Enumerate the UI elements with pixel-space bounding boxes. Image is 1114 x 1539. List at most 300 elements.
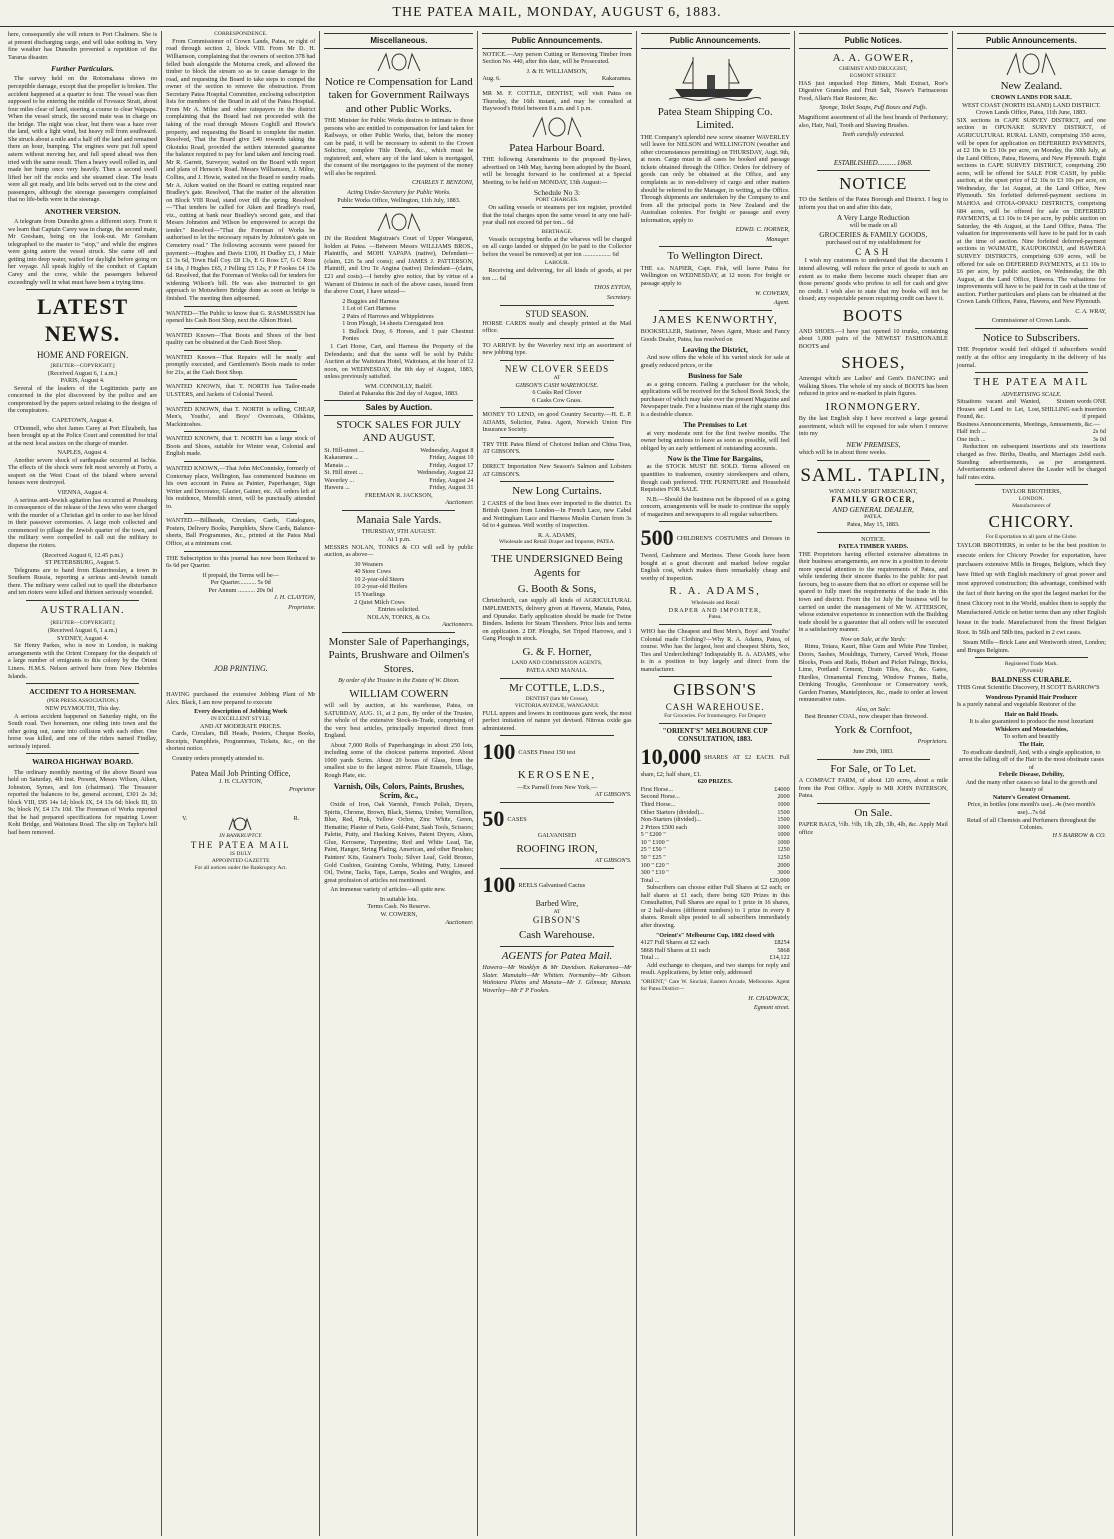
divider: [500, 459, 613, 460]
who-advert: WHO has the Cheapest and Best Men's, Boys' and Youths' Colonial made Clothing?—Why R. A. Adams, Patea, of course. Who has the largest, best and cheapest Shirts, Sox, Ties and Underclothing? Indisputably R. A. ADAMS, who is in a position to buy largely and direct from the manufacturer.: [640, 627, 790, 673]
port-charges-text: On sailing vessels or steamers per ton register, provided that the total charges upon the same vessel in any one half-year shall not exceed 6d per ton... 6d: [482, 204, 632, 227]
stock-sale-value: Wednesday, August 22: [417, 469, 474, 477]
crest-icon: [374, 211, 424, 233]
wondrous-title: Wondrous Pyramid Hair Producer: [985, 693, 1078, 701]
divider: [500, 407, 613, 408]
wire-advert: [482, 872, 631, 899]
prize-row: [641, 801, 790, 809]
wellington-signature: W. COWERN,: [755, 289, 790, 297]
divider: [342, 207, 455, 208]
job-country: Country orders promptly attended to.: [172, 755, 265, 762]
correspondence-heading: CORRESPONDENCE.: [214, 31, 268, 37]
wanted-ad: WANTED Known—That Boots and Shoes of the best quality can be obtained at the Cash Boot Shop.: [166, 331, 316, 347]
australian-heading: AUSTRALIAN.: [40, 603, 125, 616]
manaia-item: 15 Yearlings: [354, 590, 386, 598]
intro-paragraph: here, consequently she will return to Port Chalmers. She is at present discharging cargo, and will take nothing in. Very fine weather has Dunedin prevented a repetition of the Tararua disaster.: [8, 31, 158, 61]
home-foreign-heading: HOME AND FOREIGN.: [36, 349, 129, 360]
williamson-place: Kakaramea.: [601, 75, 632, 83]
varnish-more: An immense variety of articles—all quite new.: [330, 886, 446, 894]
scale-value: 3s 0d: [1092, 435, 1106, 443]
column-1: [4, 31, 162, 1536]
purchased-line: purchased out of my establishment for: [825, 238, 921, 246]
prize-row: [641, 869, 790, 877]
compensation-paragraph: THE Minister for Public Works desires to intimate to those persons who are entitled to compensation for land taken for Railways, or other Public Works, that, before the money can be paid, it will be necessary to submit to the Crown Solicitor, complete Title Deeds, &c., which must be registered; and, where any of the land taken is mortgaged, the consent of the mortgagees to the payment of the money will also be required.: [324, 116, 474, 177]
wire-gibsons: GIBSON'S: [532, 915, 582, 926]
wondrous-text: Is a purely natural and vegetable Restorer of the: [956, 701, 1076, 709]
curtains-title: New Long Curtains.: [512, 485, 602, 498]
divider: [659, 624, 772, 625]
crest-icon: [529, 115, 585, 139]
manaia-time: At 1 p.m.: [387, 536, 411, 543]
orient-place: Egmont street.: [753, 1004, 790, 1012]
registered-mark: Registered Trade Mark.: [1004, 661, 1058, 668]
divider: [500, 86, 613, 87]
divider: [26, 289, 139, 290]
vr-letter-r: R.: [293, 815, 300, 823]
orients-number: 10,000: [640, 743, 702, 769]
forsale-text: A COMPACT FARM, of about 120 acres, about a mile from the Post Office. Apply to MR JOHN PATERSON, Patea.: [798, 776, 948, 800]
prize-value: 1000: [777, 831, 790, 839]
wanted-ad: WANTED—The Public to know that G. RASMUSSEN has opened his Cash Boot Shop, next the Albion Hotel.: [166, 309, 316, 325]
prizes-table: [641, 786, 790, 877]
prizes-heading: 620 PRIZES.: [697, 778, 733, 786]
public-announcements-heading: Public Announcements.: [482, 33, 631, 49]
received-line-2: (Received August 6, 12.45 p.m.): [42, 551, 123, 559]
labour-text: Receiving and delivering, for all kinds of goods, at per ton .... 6d: [482, 267, 632, 282]
boots-text: AND SHOES.—I have just opened 10 trunks, containing about 1,000 pairs of the NEWEST FASHIONABLE BOOTS and: [798, 327, 948, 350]
cup-total-row: [641, 954, 790, 962]
divider: [817, 170, 930, 171]
manaia-item: 30 Weaners: [354, 560, 384, 568]
royal-arms: [166, 815, 315, 833]
manaia-items: [324, 561, 473, 606]
timber-notice-label: NOTICE.: [861, 535, 886, 543]
manaia-paragraph: MESSRS NOLAN, TONKS & CO will sell by public auction, as above—: [324, 543, 474, 559]
column-6: [795, 31, 953, 1536]
stock-sale-row: [324, 477, 473, 485]
scale-row: [957, 428, 1106, 436]
public-announcements-heading: Public Announcements.: [957, 33, 1106, 49]
dateline-vienna: VIENNA, August 4.: [57, 489, 108, 497]
job-office: Patea Mail Job Printing Office,: [190, 768, 291, 778]
taplin-role: WINE AND SPIRIT MERCHANT,: [829, 487, 918, 495]
gower-role: CHEMIST AND DRUGGIST,: [839, 66, 908, 73]
wanted-ad: WANTED KNOWN, that T. NORTH has Tailor-made ULSTERS, and Jackets of Colonial Tweed.: [166, 383, 316, 398]
berthage-text: Vessels occupying berths at the wharves will be charged on all cargo landed or shipped (to be paid to the Collector before the vessel be removed) at per ton .................. 6d: [482, 235, 632, 258]
manaia-item: 40 Store Cows: [354, 568, 391, 576]
stock-sale-row: [324, 447, 473, 455]
naples-paragraph: Another severe shock of earthquake occurred at Ischia. The effects of the shock were felt most severely at Forio, a seaport on the West Coast of the island where several houses were destroyed.: [8, 456, 158, 487]
ironmongery-text: By the last English ship I have received a large general assortment, which will be exposed for sale when I remove into my: [798, 415, 948, 438]
masthead-title: THE PATEA MAIL, MONDAY, AUGUST 6, 1883.: [392, 5, 722, 20]
cowern-items: About 7,000 Rolls of Paperhangings in about 250 lots, including some of the choicest patterns imported. About 1000 yards Scrim. About 20 boxes of Glass, from the smallest size to the largest mirror. Plain Enamels, Ullage, Rough Plate, etc.: [324, 741, 474, 779]
stock-sales-table: [324, 447, 473, 492]
steam-shipping-role: Manager.: [766, 235, 790, 243]
timber-yards-text: THE Proprietors having effected extensive alterations in their business arrangements, are now in a position to devote more special attention to the requirements of Patea, and while tendering their sincere thanks to the public for past favours, beg to assure them that no effort or expense will be spared to fully meet the requirements of the trade in this town and district. From the 1st July the business will be carried on under the management of Mr W. ATTERSON, whose extensive experience in connection with the Building trade should be a guarantee that all orders will be executed in a satisfactory manner.: [798, 550, 948, 634]
auction-heading: Sales by Auction.: [324, 400, 473, 416]
scale-row: [957, 398, 1106, 421]
crest-icon: [227, 815, 253, 833]
wanted-ad: WANTED Known—That Repairs will be neatly and promptly executed, and Gentlemen's Boots made to order for 21s, at the Cash Boot Shop.: [166, 353, 316, 376]
kerosene-ex: —Ex Parnell from New York,—: [516, 783, 598, 791]
subscribers-title: Notice to Subscribers.: [982, 332, 1081, 345]
gower-title: A. A. GOWER,: [832, 51, 914, 64]
iron-line-2: ROOFING IRON,: [516, 843, 598, 856]
onsale-title: On Sale.: [854, 806, 893, 819]
febrile-title: Febrile Disease, Debility,: [998, 771, 1065, 779]
prize-row: [641, 824, 790, 832]
court-signature: WM. CONNOLLY, Bailiff.: [364, 382, 433, 390]
prize-row: [641, 831, 790, 839]
divider: [184, 431, 297, 432]
advertising-table: [957, 398, 1106, 421]
cup-value: £8254: [774, 939, 790, 947]
prize-label: 10 " £100 ": [640, 838, 669, 846]
divider: [500, 437, 613, 438]
wire-title: Barbed Wire,: [535, 898, 579, 908]
column-3: [320, 31, 478, 1536]
bargains-heading: Now is the Time for Bargains,: [667, 454, 763, 464]
miscellaneous-heading: Miscellaneous.: [324, 33, 473, 49]
kenworthy-title: JAMES KENWORTHY,: [652, 313, 778, 326]
masthead: [0, 0, 1114, 27]
ironmongery-title: IRONMONGERY.: [825, 400, 921, 413]
cup-table: [641, 939, 790, 954]
subscription-role: Proprietor.: [288, 603, 316, 611]
prize-value: 3000: [777, 869, 790, 877]
iron-number: 50: [482, 805, 505, 831]
divider: [184, 306, 297, 307]
guaranteed-text: It is also guaranteed to produce the most luxuriant: [969, 718, 1094, 726]
another-paragraph: A telegram from Dunedin gives a different story. From it we learn that Captain Carey was in charge, the second mate, Mr Gresham, being on the look-out. Mr Gresham telegraphed to the master to "stop," and while the engines were going astern the vessel struck. She came off and getting into deep water, waited for daylight before going on her voyage. All speak highly of the conduct of Captain Carey and the crew, while the passengers behaved exceedingly well in what must have been a trying time.: [8, 218, 158, 286]
prize-value: 2000: [777, 861, 790, 869]
cottle-lds-title: Mr COTTLE, L.D.S.,: [509, 681, 605, 694]
premises-text: which will be in about three weeks.: [798, 448, 887, 456]
divider: [817, 460, 930, 461]
received-line: (Received August 6, 1 a.m.): [47, 369, 118, 377]
nature-title: Nature's Greatest Ornament.: [992, 793, 1071, 801]
bankruptcy-heading: IN BANKRUPTCY.: [219, 833, 263, 840]
divider: [659, 723, 772, 724]
prize-value: 1250: [777, 853, 790, 861]
column-5: [637, 31, 795, 1536]
latest-news-heading: LATEST NEWS.: [36, 294, 129, 346]
schedule-heading: Schedule No 3:: [533, 188, 581, 198]
subscription-notice: THE Subscription to this journal has now been Reduced to 6s 6d per Quarter.: [166, 554, 316, 570]
divider: [184, 513, 297, 514]
sydney-paragraph: Sir Henry Parkes, who is now in London, is making arrangements with the Orient Company for the despatch of a large number of emigrants to this colony by the Orient Liners. H.M.S. Nelson arrived here from New Hebrides Islands.: [8, 642, 158, 680]
iron-at: AT GIBSON'S.: [595, 857, 632, 865]
timber-notice: NOTICE.—Any person Cutting or Removing Timber from Section No. 440, after this date, will be Prosecuted.: [482, 50, 632, 66]
court-paragraph: IN the Resident Magistrate's Court of Upper Wanganui, holden at Patea. —Between Messrs WILLIAMS BROS., Plaintiffs, and MOHI YAPAPA (native), Defendant—(claim, £26 5s and costs); and JAMES J. PATTERSON, Plaintiff, and Uru Te Angina (native) Defendant—(claim, £21 and costs).—I hereby give notice, that by virtue of a Warrant of Distress in each of the above cases, issued from the above Court, I have seized—: [324, 235, 474, 296]
prize-row: [641, 846, 790, 854]
curtains-text: 2 CASES of the best lines ever imported to the district. Ex British Queen from London—In French Lace, new Cabul and Nottingham Lace and Harness Muslin Curtain from 3s 6d to 4 guineas. Well worthy of inspection.: [482, 499, 632, 530]
many-text: And the many other causes so fatal to the growth and beauty of: [965, 778, 1098, 794]
divider: [26, 753, 139, 754]
court-paragraph-2: 1 Cart Horse, Cart, and Harness the Property of the Defendants; and that the same will be sold by Public Auction at the Waitotara Hotel, Waitotara, at the hour of 12 noon, on WEDNESDAY, the 8th day of August, 1883, unless previously satisfied.: [324, 343, 474, 381]
prize-value: 1000: [777, 801, 790, 809]
chicory-for: For Exportation to all parts of the Globe.: [985, 534, 1078, 541]
business-heading: Business for Sale: [688, 371, 743, 381]
further-paragraph: The survey held on the Rotomahana shows no perceptible damage, except that the propeller is broken. The accident happened at a quarter to four. The vessel was then supposed to be entering the middle of Foveaux Strait, about four miles clear of land, steering a course to clear Waipapa. When the vessel struck, the second mate was in charge on the bridge. The night was clear, but there was a haze over the land, with a light wind, but heavy roll from southward. She struck about a mile and a half off the land and remained there an hour, bumping. The engines were put full speed astern without moving her, and full speed ahead was then tried with the same result. Then a heavy swell rolled in, and made her bump once very heavily. Then a second swell lifted her off the rocks and she steamed clear. The boats were all got ready, and life belts served out to the crew and passengers, although the steerage passengers complained that no life-belts were in the steerage.: [8, 75, 158, 204]
stud-season-heading: STUD SEASON.: [525, 308, 589, 319]
scale-note: Reduction on subsequent insertions and six insertions charged as five. Births, Deaths, and Marriages 2s6d each. Standing advertisements, as per arrangement. Advertisements ordered above the Leader will be charged half rates extra.: [956, 443, 1106, 481]
steamship-icon: [669, 53, 761, 103]
lots-line: In suitable lots.: [379, 895, 418, 903]
undersigned-heading: THE UNDERSIGNED Being Agents for: [491, 553, 623, 579]
divider: [817, 532, 930, 533]
york-role: Proprietors.: [917, 738, 948, 746]
reuter-tag-2: [REUTER—COPYRIGHT.]: [50, 620, 115, 627]
stock-sale-row: [324, 469, 473, 477]
vr-letter-v: V.: [182, 815, 188, 823]
vienna-paragraph: A serious anti-Jewish agitation has occurred at Pressburg in consequence of the release of the Jews who were charged with the murder of a Christian girl in order to use her blood in their passover ceremonies. A large mob collected and commenced to pillage the Jewish quarter of the town, and the military were compelled to call out the military to disperse the rioters.: [8, 496, 158, 549]
coal-text: Best Brunner COAL, now cheaper than firewood.: [804, 713, 929, 721]
gibsons-for: For Groceries. For Ironmongery. For Drapery: [664, 713, 767, 720]
curtains-signature: R. A. ADAMS,: [537, 531, 576, 539]
orients-shares: [641, 744, 790, 778]
kerosene-number: 100: [482, 739, 516, 765]
retail-text: Retail of all Chemists and Perfumers throughout the Colonies.: [966, 816, 1096, 832]
kerosene-at: AT GIBSON'S.: [595, 791, 632, 799]
stock-sale-value: Friday, August 31: [429, 484, 474, 492]
curtains-role: Wholesale and Retail Draper and Importer, PATEA.: [498, 539, 616, 546]
wairoa-heading: WAIROA HIGHWAY BOARD.: [32, 757, 134, 767]
taylor-place: LONDON.: [1018, 495, 1044, 502]
stock-sale-row: [324, 454, 473, 462]
agents-title: AGENTS for Patea Mail.: [501, 949, 613, 962]
divider: [500, 735, 613, 736]
chicory-title: CHICORY.: [988, 512, 1075, 532]
divider: [500, 802, 613, 803]
forsale-title: For Sale, or To Let.: [830, 762, 917, 775]
subscription-quarter: Per Quarter........... 5s 0d: [210, 579, 271, 587]
job-office-role: Proprietor: [289, 785, 316, 793]
steam-mills: Steam Mills—Brick Lane and Wentworth street, London; and Bruges Belgium.: [956, 639, 1106, 654]
court-item: 1 Lot of Cart Harness: [342, 305, 396, 313]
cup-total-label: Total ...: [640, 954, 660, 962]
adams-place: Patea.: [708, 614, 722, 621]
steam-shipping-text: THE Company's splendid new screw steamer WAVERLEY will leave for NELSON and WELLINGTON (weather and other circumstances permitting) on THURSDAY, Augt. 9th, at noon. Cargo must in all cases be booked and passage tickets obtained through the Office. Orders for delivery of goods can only be obtained at the Office, and any complaints as to non-delivery of cargo and other matters should be referred to the Manager, in writing, at the Office. Through shipments are undertaken by the Company to and from all the principal ports in New Zealand and the Australian colonies. For freight or passage and every information, apply to: [640, 133, 790, 224]
divider: [500, 305, 613, 306]
orient-address: "ORIENT," Care W. Sinclair, Eastern Arcade, Melbourne. Agent for Patea District—: [640, 978, 790, 992]
prize-row: [641, 854, 790, 862]
orients-title: "ORIENT'S" MELBOURNE CUP CONSULTATION, 1883.: [662, 726, 768, 744]
received-line-3: (Received August 6, 1 a.m.): [47, 627, 118, 635]
williamson-date: Aug. 6.: [482, 75, 501, 83]
chicory-text: TAYLOR BROTHERS, in order to be the best position to execute orders for Chicory Powder for exportation, have purchasers extensive Mills in Bruges, Belgium, which they have fitted up with English machinery of great power and most approved construction; this advantage, combined with the fact of their having on the spot the largest market for the finest Chicory root in the World, enables them to supply the Manufactured Article on better terms than any other English house in the trade. Manufactured from the finest Belgian Root. In 56lb and 58lb tins, packed in 2 cwt cases.: [956, 542, 1106, 636]
business-text: as a going concern. Failing a purchaser for the whole, applications will be received for the School Book Stock, the purchaser of which may take over the present Magazine and Newspaper trade. For a business man of the right stamp this is a desirable chance.: [640, 380, 790, 418]
cash-text: I wish my customers to understand that the discounts I intend allowing, will reduce the price of goods to such an extent as to make them become much cheaper than are those persons' goods who profess to sell for cash and give no credit. I wish also to state that my books will not be closed; any respectable person requiring credit can have it.: [798, 257, 948, 303]
page-columns: [0, 27, 1114, 1536]
the-hair-title: The Hair,: [1018, 740, 1045, 748]
soften-text: To soften and beautify: [1003, 733, 1060, 741]
west-coast-heading: WEST COAST (NORTH ISLAND) LAND DISTRICT.: [962, 101, 1101, 109]
gower-sponge: Sponge, Toilet Soaps, Puff Boxes and Puffs.: [819, 104, 928, 112]
orient-signature: H. CHADWICK,: [748, 994, 790, 1002]
column-4: [478, 31, 636, 1536]
clover-item: 6 Casks Cow Grass.: [532, 396, 582, 404]
stock-sale-label: Manaia ...: [324, 461, 350, 469]
timber-yards-title: PATEA TIMBER YARDS.: [838, 543, 909, 551]
divider: [184, 379, 297, 380]
reuter-tag: [REUTER—COPYRIGHT.]: [50, 362, 115, 369]
divider: [26, 683, 139, 684]
divider: [342, 632, 455, 633]
agents-list: Hawera—Mr Wanklyn & Mr Davidson. Kakaramea—Mr Slater. Manutahi—Mr Whitten. Normanby—Mr Gibson. Waitotara Plains and Manaia—Mr J. Gilmour, Manaia. Waverley—Mr F P Fookes.: [482, 964, 632, 994]
paris-paragraph: Several of the leaders of the Legitimists party are concerned in the plot discovered by the police and are compromised by the papers seized relating to the designs of the conspirators.: [8, 384, 158, 415]
cowern-role: Auctioneer.: [445, 918, 474, 926]
prize-value: 1000: [777, 823, 790, 831]
port-charges-heading: PORT CHARGES.: [535, 197, 579, 204]
gower-teeth: Teeth carefully extracted.: [841, 131, 905, 139]
steam-shipping-title: Patea Steam Shipping Co. Limited.: [657, 105, 773, 132]
job-printing-heading: JOB PRINTING.: [213, 663, 268, 673]
column-7: [953, 31, 1110, 1536]
costumes-number: 500: [640, 525, 674, 551]
taylor-mfr: Manufacturers of: [1012, 502, 1051, 509]
dateline-stpetersburg: ST PETERSBURG, August 5.: [45, 559, 121, 567]
subscription-terms-label: If prepaid, the Terms will be—: [202, 571, 279, 579]
manaia-entries: Entries solicited.: [378, 606, 420, 614]
tea-advert: TRY THE Patea Blend of Choicest Indian and China Teas, AT GIBSON'S.: [482, 440, 632, 456]
cup-label: 4127 Full Shares at £2 each: [640, 939, 710, 947]
varnish-title: Varnish, Oils, Colors, Paints, Brushes, Scrim, &c.,: [333, 781, 464, 801]
timber-sale-heading: Now on Sale, at the Yards:: [840, 635, 907, 643]
prize-label: 100 " £20 ": [640, 861, 669, 869]
patea-mail-for: For all notices under the Bankruptcy Act.: [194, 864, 287, 871]
horner-title: G. & F. Horner,: [522, 645, 592, 658]
job-list: Cards, Circulars, Bill Heads, Posters, Cheque Books, Receipts, Pamphlets, Programmes, Tickets, &c., on the shortest notice.: [166, 730, 316, 753]
cottle-lds-place: VICTORIA AVENUE, WANGANUI.: [514, 702, 600, 709]
horner-role: LAND AND COMMISSION AGENTS,: [511, 660, 603, 667]
cowern-name: WILLIAM COWERN: [349, 687, 449, 700]
wire-warehouse: Cash Warehouse.: [519, 929, 595, 942]
costumes-advert: [641, 525, 790, 582]
notice-title: NOTICE: [839, 174, 908, 194]
stock-sale-label: St. Hill-street ...: [324, 446, 364, 454]
job-every-description: Every description of Jobbing Work: [194, 708, 288, 716]
cup-note: Add exchange to cheques, and two stamps for reply and result. Applications, by letter only, addressed: [640, 961, 790, 977]
scale-business: Business Announcements, Meetings, Amusements, &c.—: [956, 420, 1100, 428]
stock-sale-label: Hawera ...: [324, 484, 350, 492]
cup-row: [641, 939, 790, 947]
wray-role: Commissioner of Crown Lands.: [991, 317, 1072, 325]
cottle-lds-role: DENTIST (late Mr Crosse),: [525, 695, 589, 702]
cowern-signature: W. COWERN,: [380, 910, 418, 918]
prize-row: [641, 809, 790, 817]
scale-label: Half inch ...: [956, 428, 987, 436]
prize-label: 300 " £10 ": [640, 869, 669, 877]
manaia-role: Auctioneers.: [442, 621, 474, 629]
public-notices-heading: Public Notices.: [799, 33, 948, 49]
job-style: IN EXCELLENT STYLE,: [210, 715, 271, 722]
adams-title: R. A. ADAMS,: [669, 585, 761, 598]
prize-value: £4000: [774, 785, 790, 793]
prize-label: 50 " £25 ": [640, 853, 666, 861]
press-tag: (PER PRESS ASSOCIATION.): [47, 698, 119, 705]
reduction-made: will be made on all: [849, 222, 897, 230]
steam-shipping-signature: EDWD. C. HORNER,: [735, 226, 790, 234]
divider: [500, 678, 613, 679]
divider: [659, 676, 772, 677]
timber-sale-list: Rimu, Totara, Kauri, Blue Gum and White Pine Timber, Doors, Sashes, Mouldings, Turnery, Carved Work, House Blocks, Posts and Rails, Hobart and Picket Palings, Bricks, Lime, Portland Cement, Drain Tiles, &c., &c. Gates, Hurdles, Ornamental Fencing, Window Frames, Baths, Drinking Troughs, Greenhouse or Conservatory work, Garden Frames, Mantelpieces, &c., made to order at lowest remunerative rates.: [798, 643, 948, 704]
divider: [500, 549, 613, 550]
gower-magnificent: Magnificent assortment of all the best brands of Perfumery; also, Hair, Nail, Tooth and Shaving Brushes.: [798, 114, 948, 129]
stock-sale-value: Friday, August 10: [429, 454, 474, 462]
stock-sale-label: St. Hill street ...: [324, 469, 364, 477]
wanted-ad: WANTED KNOWN,—That John McConnisky, formerly of Contornay place, Wellington, has commenced business on his own account in Patea as Painter, Paperhanger, Sign Writer and Decorator, Glazier, Gainer, etc. All orders left at his residence, Meredith street, will be punctually attended to.: [166, 464, 316, 510]
manaia-item: 10 2-year-old Steers: [354, 575, 405, 583]
stud-season-text: HORSE CARDS neatly and cheaply printed at the Mail office.: [482, 319, 632, 335]
horner-place: PATEA AND MANAIA.: [526, 667, 588, 675]
divider: [659, 246, 772, 247]
another-heading: ANOTHER VERSION.: [44, 206, 121, 216]
manaia-title: Manaia Sale Yards.: [356, 514, 442, 527]
harbour-board-title: Patea Harbour Board.: [509, 141, 605, 154]
prize-value: 2000: [777, 793, 790, 801]
also-heading: Also, on Sale:: [856, 705, 891, 713]
prize-row: [641, 839, 790, 847]
wairoa-paragraph: The ordinary monthly meeting of the above Board was held on Saturday, 4th inst. Present, Messrs Wilson, Aiken, Johnston, Symes, and Ion (chairman). The Treasurer reported the balances to be, general account, £301 2s 3d; block VIII, £95 14s 1d; block IX, £4 13s 6d; block III, £6 9s; block IV, £4 17s 10d. The Foreman of Works reported that he had prepared specifications for repairing Lower Kohi Bridge, and Waitotara Road. The slip on Taylor's hill had been removed.: [8, 768, 158, 837]
patea-mail-gazette: APPOINTED GAZETTE: [211, 858, 270, 865]
prize-total-row: [641, 877, 790, 885]
harbour-role: Secretary.: [606, 293, 632, 301]
job-office-name: J. H. CLAYTON,: [218, 778, 263, 786]
prize-label: 2 Prizes £500 each: [640, 823, 688, 831]
divider: [184, 350, 297, 351]
stock-sales-title: STOCK SALES FOR JULY AND AUGUST.: [336, 418, 462, 445]
manaia-item: 10 2-year-old Heifers: [354, 583, 408, 591]
crown-office: Crown Lands Office, Patea, 11th June, 1883.: [975, 109, 1087, 117]
groceries-heading: GROCERIES & FAMILY GOODS,: [819, 229, 928, 239]
divider: [184, 551, 297, 552]
divider: [500, 868, 613, 869]
boots-title: BOOTS: [842, 305, 904, 325]
clover-where: GIBSON'S CASH WAREHOUSE.: [515, 381, 599, 389]
shoes-text: Amongst which are Ladies' and Gent's DANCING and Walking Shoes. The whole of my stock of BOOTS has been reduced in price and re-marked in plain figures.: [798, 375, 948, 398]
reduction-heading: A Very Large Reduction: [836, 213, 910, 223]
paper-bags-text: PAPER BAGS, ½lb. ½lb, 1lb, 2lb, 3lb, 4lb, &c. Apply Mail office: [798, 821, 948, 836]
notice-text: TO the Settlers of the Patea Borough and District. I beg to inform you that on and after this date,: [798, 195, 948, 211]
dateline-newplymouth: NEW PLYMOUTH, This day.: [45, 705, 121, 713]
leaving-heading: Leaving the District,: [682, 345, 748, 355]
crown-lands-text: SIX sections in CAPE SURVEY DISTRICT, and one section in OPUNAKE SURVEY DISTRICT, of AGRICULTURAL RURAL LAND, comprising 350 acres, will be open for application on DEFERRED PAYMENTS, at £2 10s to £3 10s per acre, on Monday, the 30th July, at the Land Offices, Patea, Hawera, and New Plymouth. Eight sections in CAPE SURVEY DISTRICT, comprising 290 acres, will be offered for SALE FOR CASH, by public auction, at the upset price of £2 10s to £3 10s per acre, on Wednesday, the 1st August, at the Land Office, New Plymouth. Six forfeited deferred-payment sections in MAHOA and OTOIA-OPAKU DISTRICTS, comprising 684 acres, will be offered for sale on DEFERRED PAYMENTS, at £1 10s to £4 per acre, by public auction on Saturday, the 4th August, at the Land Office, Patea. The valuation for improvements will have to be paid for in cash at the time of auction. Nine forfeited deferred-payment sections in WAIMATE, KAUPOKONUI, and HAWERA SURVEY DISTRICTS, comprising 639 acres, will be offered for sale on DEFERRED PAYMENTS, at £1 10s to £6 per acre, by public auction, on Wednesday, the 8th August, at the Land Office, Hawera. The valuations for improvements will have to be paid for in cash at the time of auction. Further particulars and plans can be obtained at the Crown Lands Offices, Patea, Hawera, and New Plymouth.: [956, 116, 1106, 306]
barrow-signature: H S BARROW & CO.: [1052, 831, 1106, 839]
divider: [500, 360, 613, 361]
scale-row: [957, 436, 1106, 444]
divider: [500, 946, 613, 947]
wire-number: 100: [482, 872, 516, 898]
stpetersburg-paragraph: Telegrams are to hand from Ekaterinoslav, a town in Southern Russia, reporting a serious anti-Jewish tumult there. The military were called out to quell the disturbance and ten rioters were killed and thirteen seriously wounded.: [8, 566, 158, 597]
correspondence-paragraph: From Commissioner of Crown Lands, Patea, re right of road through section 2, block VIII. From Mr D. H. Williamson, complaining that the owners of section 378 had felled bush alongside the Moturoa creek, and allowed the timber to block the stream so as to cause damage to the road, and requesting the Board to take steps to compel the owner of the section to remove the obstruction. From Secretary Patea Hospital Committee, enclosing subscription lists for members of the Board in aid of the Patea Hospital. From Mr A. Milne and other ratepayers in the district complaining that the Board had not proceeded with the taking of the road through Messrs Coghill and Howie's property, and requesting the Board to complete the matter. Resolved, That the Board give £40 towards taking the Okotuku Road, provided the settlers interested guarantee the balance required to pay for land taken and fencing road. Mr R. Garrett, Surveyor, waited on the Board with report and plans of Henson's Road. Messrs Williamson, J. Milne, Collins, and J. Howie, waited on the Board re sundry roads. Mr A. Aiken waited on the Board re cutting required near Bradley's gate. Resolved, That the matter of the alteration on Block VIII Road, stand over till the spring. Resolved—"That tenders be called for Aiken and Bradley's road, viz., cutting at bank near Bradley's second gate, and that Messrs Johnston and Wilson be empowered to accept the tender." Resolved—"That the Foreman of Works be authorised to let the necessary repairs by Johnston's gate on Cemetery road." The following accounts were passed for payment:—Hughes and Davis £100, H Dudley £3, J Muir £1 3s 6d, Town Hall Coy. £8 13s, E G Ross £7, G C Ross £4 18s, J Hughes £65, J Pelling £5 12s, F P Fookes £4 13s 6d. Resolved, that the Foreman of Works call for tenders for widening Wilson's hill. He was also instructed to get approach to Motuwhero Bridge done as soon as bridge is finished. The meeting then adjourned.: [166, 37, 316, 302]
scale-label: Situations vacant and Wanted, Houses and Land to Let, Lost, Found, &c.: [956, 398, 1041, 421]
kerosene-advert: [482, 739, 631, 766]
costumes-text: CHILDREN'S COSTUMES and Dresses in Tweed, Cashmere and Merinos. These Goods have been bought at a great discount and marked below regular English cost, which makes them remarkably cheap and worthy of inspection.: [640, 535, 790, 582]
established: ESTABLISHED...........1868.: [833, 158, 913, 167]
compensation-date: Public Works Office, Wellington, 11th July, 1883.: [337, 196, 461, 204]
stock-sale-row: [324, 484, 473, 492]
pyramid-mark: (Pyramid): [1019, 668, 1043, 675]
cup-label: 5868 Half Shares at £1 each: [640, 946, 711, 954]
harbour-signature: THOS EYTON,: [593, 284, 632, 292]
cup-value: 5868: [777, 946, 790, 954]
terms-line: Terms Cash. No Reserve.: [367, 903, 431, 911]
court-item: 1 Bullock Dray, 6 Horses, and 1 pair Chestnut Ponies: [342, 327, 474, 343]
wanted-ad: WANTED KNOWN, that T. NORTH has a large stock of Boots and Shoes, suitable for Winter wear, Colonial and English made.: [166, 435, 316, 458]
patea-mail-title: THE PATEA MAIL: [973, 376, 1090, 389]
wray-signature: C. A. WRAY,: [1075, 307, 1106, 315]
